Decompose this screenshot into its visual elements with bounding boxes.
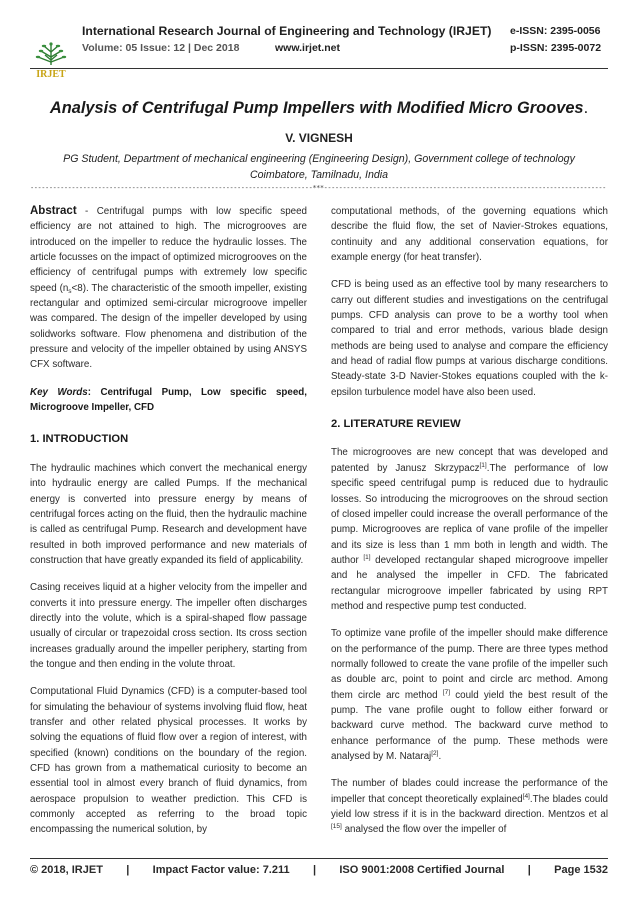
intro-paragraph-2: Casing receives liquid at a higher velocity from the impeller and converts it into pressure energy. The impeller often discharges directly into the volute, which is a spiral-shaped flow passage usually of circular or trapezoidal cross section. Its cross section increases gradually around the impeller periphery, starting from the tongue and then ending in the volute throat. xyxy=(30,582,307,670)
header-rule xyxy=(30,68,608,69)
paper-title xyxy=(30,99,608,118)
volume-issue: Volume: 05 Issue: 12 | Dec 2018 xyxy=(82,42,240,54)
intro-heading: 1. INTRODUCTION xyxy=(30,433,129,446)
journal-name: International Research Journal of Engineering and Technology (IRJET) xyxy=(82,24,492,38)
section-separator: ---------------------------------------------------------------------------***--------------------------------------------------------------------------- xyxy=(30,184,606,192)
affiliation-line-2: Coimbatore, Tamilnadu, India xyxy=(250,169,388,181)
iso-certification: ISO 9001:2008 Certified Journal xyxy=(339,864,505,876)
affiliation xyxy=(40,151,598,183)
journal-website[interactable]: www.irjet.net xyxy=(275,42,340,54)
cfd-paragraph: CFD is being used as an effective tool by many researchers to carry out different studies and investigations on the centrifugal pumps. CFD analysis can prove to be a worthy tool when compared to trial and error methods, various blade design methods are being used to analyse and compare the efficiency and head of radial flow pumps at various discharge conditions. Steady-state 3-D Navier-Stokes equations coupled with the k-epsilon turbulence model have also been used. xyxy=(331,279,608,398)
abstract-text-1: - Centrifugal pumps with low specific speed efficiency are not attained to high. The microgrooves are introduced on the impeller to reduce the hydraulic losses. The article focusses on the impact of optimized microgrooves on the efficiency of centrifugal pumps with extremely low specific speed (n xyxy=(30,206,307,294)
title-punct: . xyxy=(583,99,589,117)
p-issn: p-ISSN: 2395-0072 xyxy=(510,42,602,54)
footer-rule xyxy=(30,858,608,859)
intro-paragraph-3: Computational Fluid Dynamics (CFD) is a computer-based tool for simulating the behaviour of systems involving fluid flow, heat transfer and other related physical processes. It works by solving the equations of fluid flow over a region of interest, with specified (known) conditions on the boundary of the region. CFD has grown from a mathematical curiosity to become an essential tool in almost every branch of fluid dynamics, from aerospace propulsion to weather prediction. This CFD is commonly accepted as referring to the broad topic encompassing the numerical solution, by xyxy=(30,686,307,836)
citation-1b: [1] xyxy=(363,553,371,561)
abstract-subscript: s xyxy=(68,287,72,295)
literature-paragraph-2: To optimize vane profile of the impeller should make difference on the performance of the pump. There are three types method normally followed to create the vane profile of the impeller such as double arc, point to point and circle arc method. Among them circle arc method [7] could yield the best result of the pump. The vane profile ought to follow either forward or backward curve method. The backward curve method to enhance performance of the pump. These methods were analysed by M. Nataraj[2]. xyxy=(331,628,608,762)
page-number: Page 1532 xyxy=(554,864,608,876)
footer-divider: | xyxy=(527,864,531,876)
e-issn: e-ISSN: 2395-0056 xyxy=(510,25,601,37)
literature-paragraph-3: The number of blades could increase the performance of the impeller that concept theoretically explained[4].The blades could yield low stress if it is in the backward direction. Mentzos et al [15] analysed the flow over the impeller of xyxy=(331,778,608,836)
citation-7: [7] xyxy=(442,688,451,696)
abstract-text-2: <8). The characteristic of the smooth impeller, existing rectangular and optimized semi-circular microgroove impeller was compared. The design of the impeller developed by using solidworks software. Flow phenomena and distribution of the pressure and velocity of the impeller obtained by using ANSYS CFX software. xyxy=(30,282,307,371)
keywords-label: Key Words xyxy=(30,386,88,398)
left-column xyxy=(30,204,307,850)
citation-1: [1] xyxy=(479,461,487,469)
footer-divider: | xyxy=(312,864,317,876)
keywords-text: : Centrifugal Pump, Low specific speed, Microgroove Impeller, CFD xyxy=(30,386,308,414)
literature-heading: 2. LITERATURE REVIEW xyxy=(331,418,461,431)
keywords xyxy=(30,385,307,416)
footer-divider: | xyxy=(126,864,130,876)
right-column xyxy=(331,204,608,850)
logo-text: IRJET xyxy=(36,69,66,80)
impact-factor: Impact Factor value: 7.211 xyxy=(152,864,290,876)
literature-paragraph-1: The microgrooves are new concept that was developed and patented by Janusz Skrzypacz[1].The performance of low specific speed centrifugal pump is reduced due to hydraulic losses. So introducing the microgrooves on the shroud section of closed impeller could increase the overall performance of the pump. Microgrooves are replica of vane profile of the impeller and its size is less than 1 mm both in length and width. The author [1] developed rectangular shaped microgroove impeller and he analysed the impeller in CFD. The fabricated rectangular microgroove impeller fabricated by using RPT method and respective pump test conducted. xyxy=(331,447,608,612)
citation-4: [4] xyxy=(522,792,530,800)
copyright: © 2018, IRJET xyxy=(30,864,103,876)
paper-title-text: Analysis of Centrifugal Pump Impellers with Modified Micro Grooves xyxy=(49,99,584,117)
abstract xyxy=(30,204,307,373)
page-footer xyxy=(30,864,608,876)
author-name: V. VIGNESH xyxy=(285,131,353,145)
intro-paragraph-1: The hydraulic machines which convert the mechanical energy into hydraulic energy are called Pumps. If the mechanical energy is converted into pressure energy by means of centrifugal forces acting on the fluid, then the hydraulic machine is called as centrifugal Pump. Research and development have resulted in both improved performance and new materials of construction that have greatly expanded its field of applicability. xyxy=(30,462,307,566)
affiliation-line-1: PG Student, Department of mechanical engineering (Engineering Design), Government college of technology xyxy=(63,153,575,165)
abstract-heading: Abstract xyxy=(30,205,77,217)
citation-2: [2] xyxy=(431,750,439,757)
journal-logo xyxy=(30,40,72,80)
citation-15: [15] xyxy=(331,823,342,831)
cfd-paragraph-cont: computational methods, of the governing equations which describe the fluid flow, the set of Navier-Strokes equations, continuity and any additional conservation equations, for example energy (for heat transfer). xyxy=(331,206,608,264)
